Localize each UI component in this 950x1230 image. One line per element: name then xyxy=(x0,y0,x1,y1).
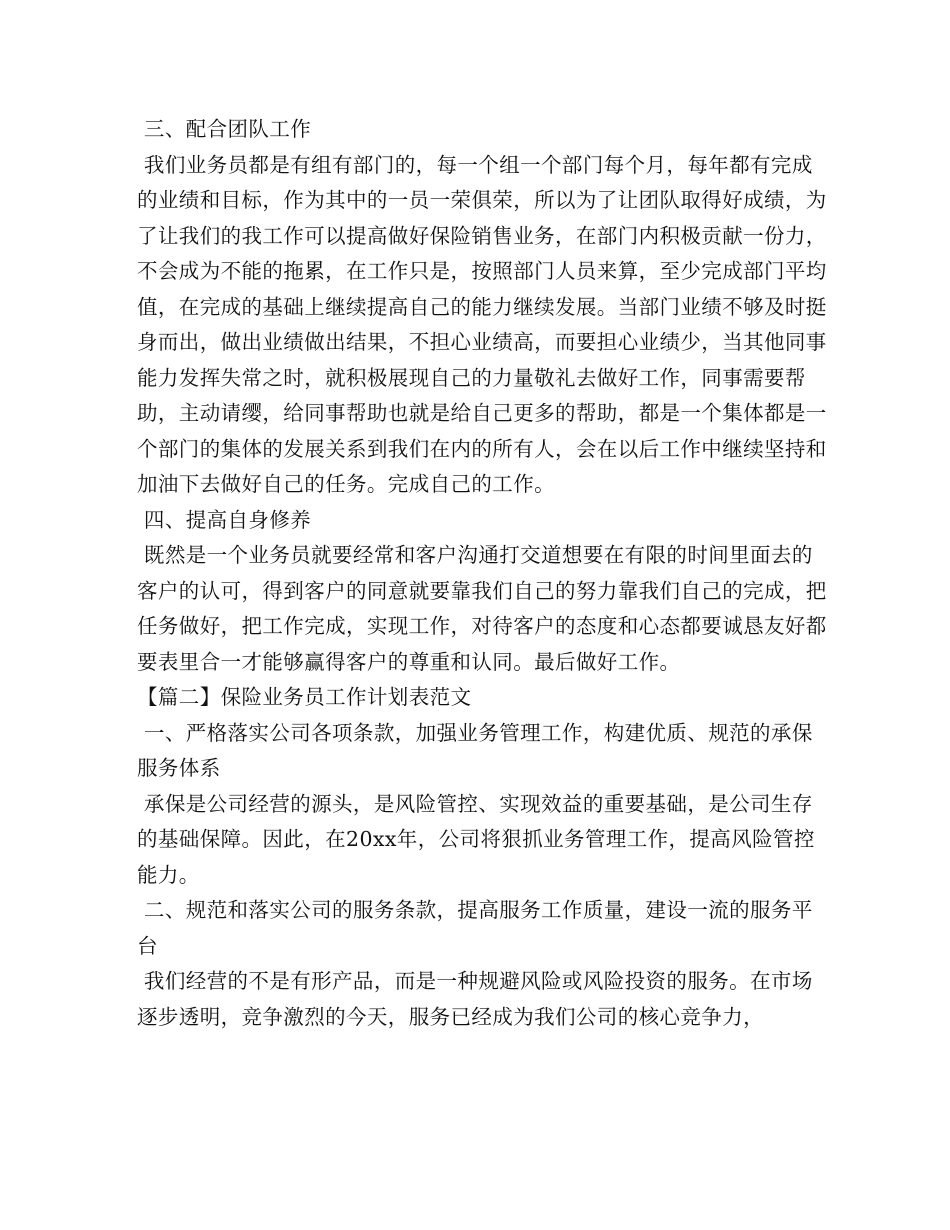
article-title-part-two: 【篇二】保险业务员工作计划表范文 xyxy=(137,685,472,709)
section-heading-underwriting: 一、严格落实公司各项条款，加强业务管理工作，构建优质、规范的承保服务体系 xyxy=(137,720,813,780)
paragraph-teamwork: 我们业务员都是有组有部门的，每一个组一个部门每个月，每年都有完成的业绩和目标，作为其中的一员一荣俱荣，所以为了让团队取得好成绩，为了让我们的我工作可以提高做好保险销售业务，在部门内积极贡献一份力，不会成为不能的拖累，在工作只是，按照部门人员来算，至少完成部门平均值，在完成的基础上继续提高自己的能力继续发展。当部门业绩不够及时挺身而出，做出业绩做出结果，不担心业绩高，而要担心业绩少，当其他同事能力发挥失常之时，就积极展现自己的力量敬礼去做好工作，同事需要帮助，主动请缨，给同事帮助也就是给自己更多的帮助，都是一个集体都是一个部门的集体的发展关系到我们在内的所有人，会在以后工作中继续坚持和加油下去做好自己的任务。完成自己的工作。 xyxy=(137,152,827,496)
document-body xyxy=(137,112,827,1035)
paragraph-self-improvement: 既然是一个业务员就要经常和客户沟通打交道想要在有限的时间里面去的客户的认可，得到客户的同意就要靠我们自己的努力靠我们自己的完成，把任务做好，把工作完成，实现工作，对待客户的态度和心态都要诚恳友好都要表里合一才能够赢得客户的尊重和认同。最后做好工作。 xyxy=(137,543,827,674)
section-heading-service: 二、规范和落实公司的服务条款，提高服务工作质量，建设一流的服务平台 xyxy=(137,898,813,958)
section-heading-self-improvement: 四、提高自身修养 xyxy=(137,507,312,532)
paragraph-service: 我们经营的不是有形产品，而是一种规避风险或风险投资的服务。在市场逐步透明，竞争激烈的今天，服务已经成为我们公司的核心竞争力， xyxy=(137,969,813,1029)
paragraph-underwriting: 承保是公司经营的源头，是风险管控、实现效益的重要基础，是公司生存的基础保障。因此，在20xx年，公司将狠抓业务管理工作，提高风险管控能力。 xyxy=(137,791,815,887)
section-heading-teamwork: 三、配合团队工作 xyxy=(137,117,312,141)
